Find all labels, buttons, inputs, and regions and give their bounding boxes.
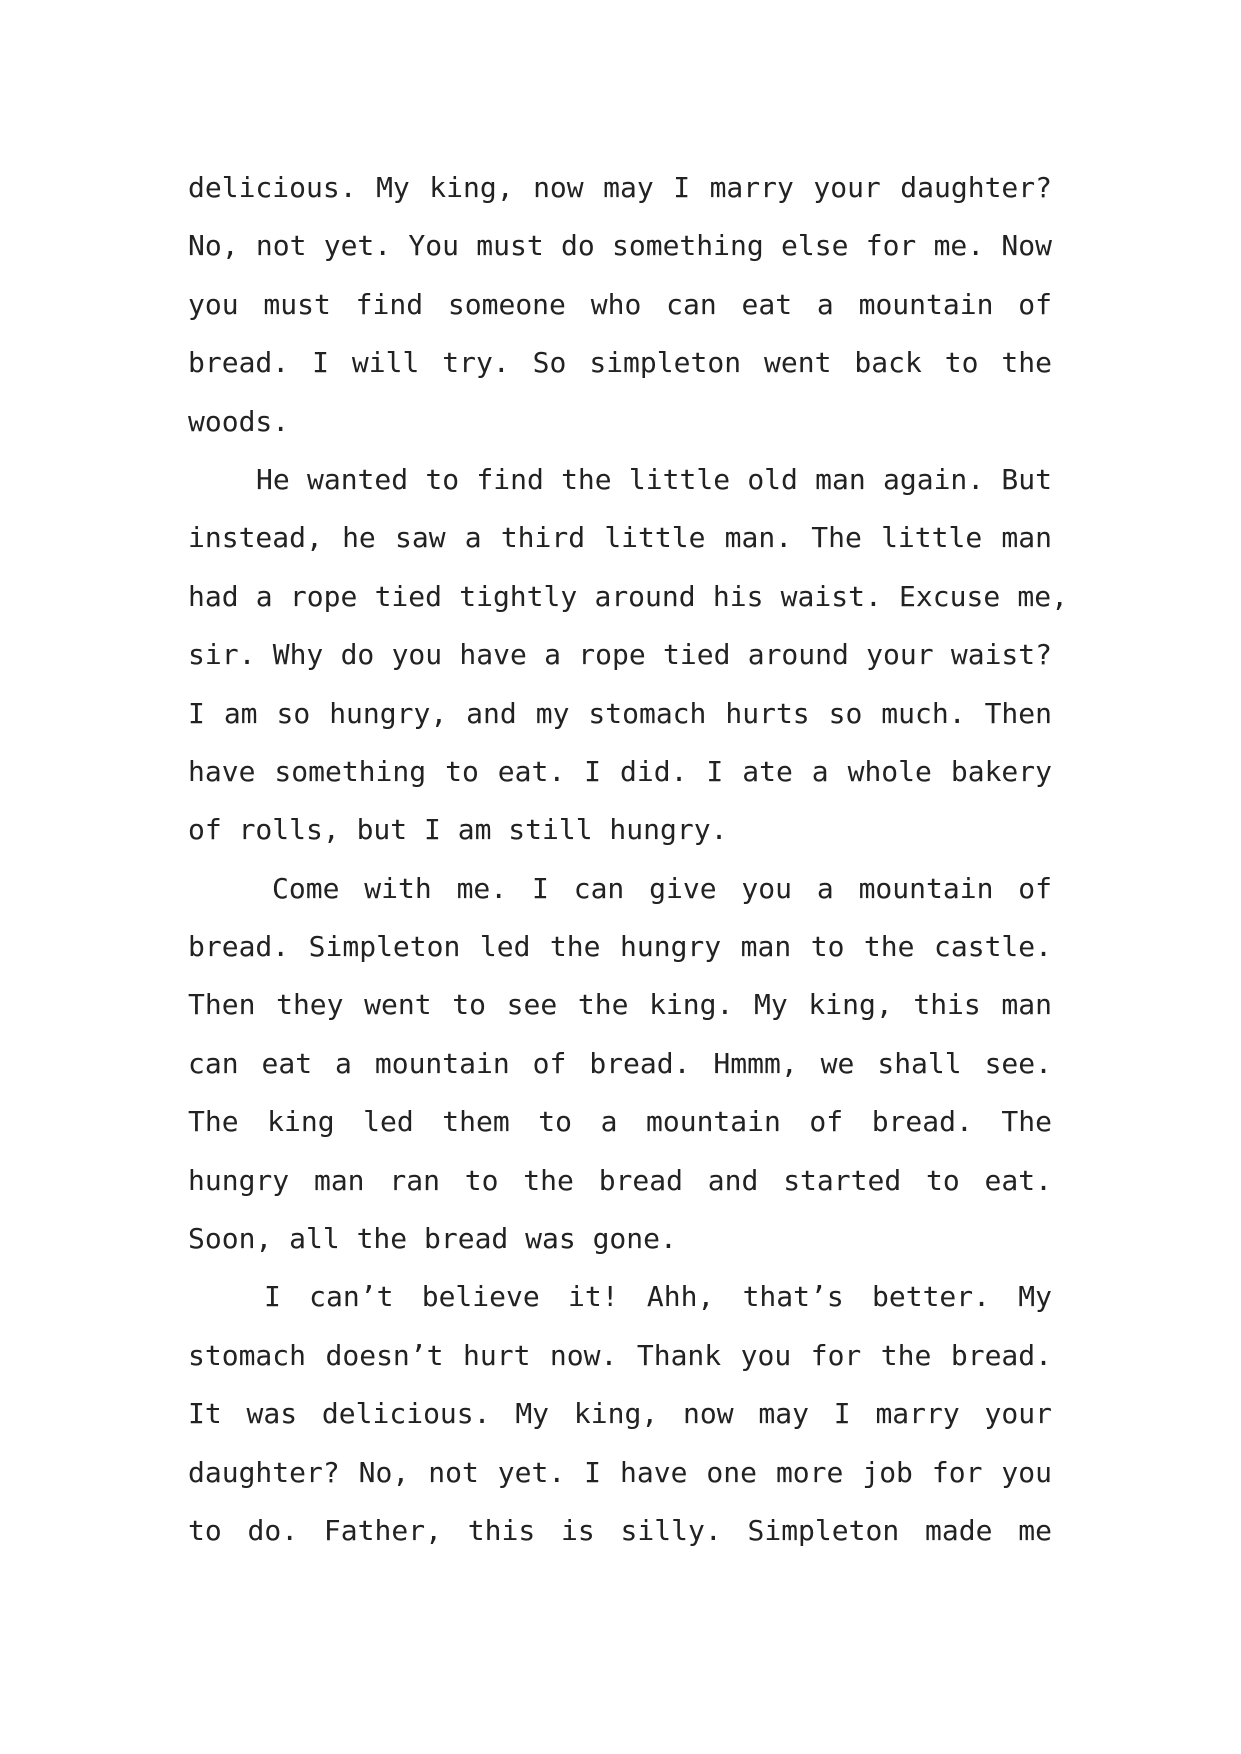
text-line: daughter? No, not yet. I have one more job for you [188, 1455, 1052, 1489]
text-line: He wanted to find the little old man again. But [256, 462, 1052, 496]
text-line: bread. Simpleton led the hungry man to the castle. [188, 930, 1052, 964]
text-line: The king led them to a mountain of bread. The [188, 1105, 1052, 1139]
text-line: instead, he saw a third little man. The little man [188, 521, 1052, 555]
text-line: bread. I will try. So simpleton went back to the [188, 346, 1052, 380]
text-line: have something to eat. I did. I ate a whole bakery [188, 754, 1052, 788]
story-text [188, 159, 1068, 1560]
text-line: sir. Why do you have a rope tied around your waist? [188, 638, 1052, 672]
text-line: to do. Father, this is silly. Simpleton made me [188, 1513, 1052, 1547]
text-line: It was delicious. My king, now may I marry your [188, 1397, 1052, 1431]
text-line: had a rope tied tightly around his waist. Excuse me, [188, 579, 1068, 613]
paragraph-1 [188, 159, 1052, 451]
text-line: of rolls, but I am still hungry. [188, 813, 728, 847]
text-line: I am so hungry, and my stomach hurts so much. Then [188, 696, 1052, 730]
text-line: I can’t believe it! Ahh, that’s better. My [264, 1280, 1052, 1314]
text-line: Then they went to see the king. My king, this man [188, 988, 1052, 1022]
text-line: hungry man ran to the bread and started to eat. [188, 1163, 1052, 1197]
text-line: stomach doesn’t hurt now. Thank you for the bread. [188, 1338, 1052, 1372]
paragraph-4 [188, 1268, 1052, 1560]
text-line: can eat a mountain of bread. Hmmm, we shall see. [188, 1046, 1052, 1080]
paragraph-2 [188, 451, 1068, 860]
text-line: delicious. My king, now may I marry your daughter? [188, 171, 1052, 204]
text-line: woods. [188, 404, 290, 438]
text-line: No, not yet. You must do something else for me. Now [188, 229, 1052, 263]
text-line: you must find someone who can eat a mountain of [188, 287, 1052, 321]
text-line: Come with me. I can give you a mountain of [272, 871, 1052, 905]
text-line: Soon, all the bread was gone. [188, 1222, 677, 1256]
paragraph-3 [188, 860, 1052, 1269]
